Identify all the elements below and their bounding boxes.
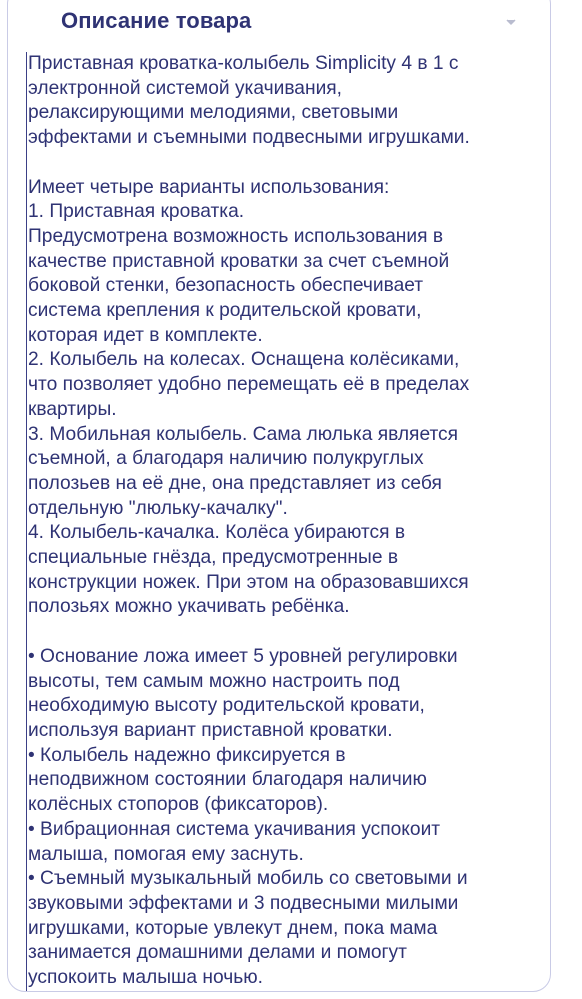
description-header[interactable] (0, 0, 582, 46)
chevron-down-icon[interactable] (505, 18, 517, 26)
product-description-text: Приставная кроватка-колыбель Simplicity 4 в 1 с электронной системой укачивания, релаксирующими мелодиями, световыми эффектами и съемными подвесными игрушками. Имеет четыре варианты использования: 1. Приставная кроватка. Предусмотрена возможность использования в качестве приставной кроватки за счет съемной боковой стенки, безопасность обеспечивает система крепления к родительской кровати, которая идет в комплекте. 2. Колыбель на колесах. Оснащена колёсиками, что позволяет удобно перемещать её в пределах квартиры. 3. Мобильная колыбель. Сама люлька является съемной, а благодаря наличию полукруглых полозьев на её дне, она представляет из себя отдельную "люльку-качалку". 4. Колыбель-качалка. Колёса убираются в специальные гнёзда, предусмотренные в конструкции ножек. При этом на образовавшихся полозьях можно укачивать ребёнка. • Основание ложа имеет 5 уровней регулировки высоты, тем самым можно настроить под необходимую высоту родительской кровати, используя вариант приставной кроватки. • Колыбель надежно фиксируется в неподвижном состоянии благодаря наличию колёсных стопоров (фиксаторов). • Вибрационная система укачивания успокоит малыша, помогая ему заснуть. • Съемный музыкальный мобиль со световыми и звуковыми эффектами и 3 подвесными милыми игрушками, которые увлекут днем, пока мама занимается домашними делами и помогут успокоить малыша ночью. (26, 52, 548, 991)
section-title: Описание товара (61, 8, 252, 33)
